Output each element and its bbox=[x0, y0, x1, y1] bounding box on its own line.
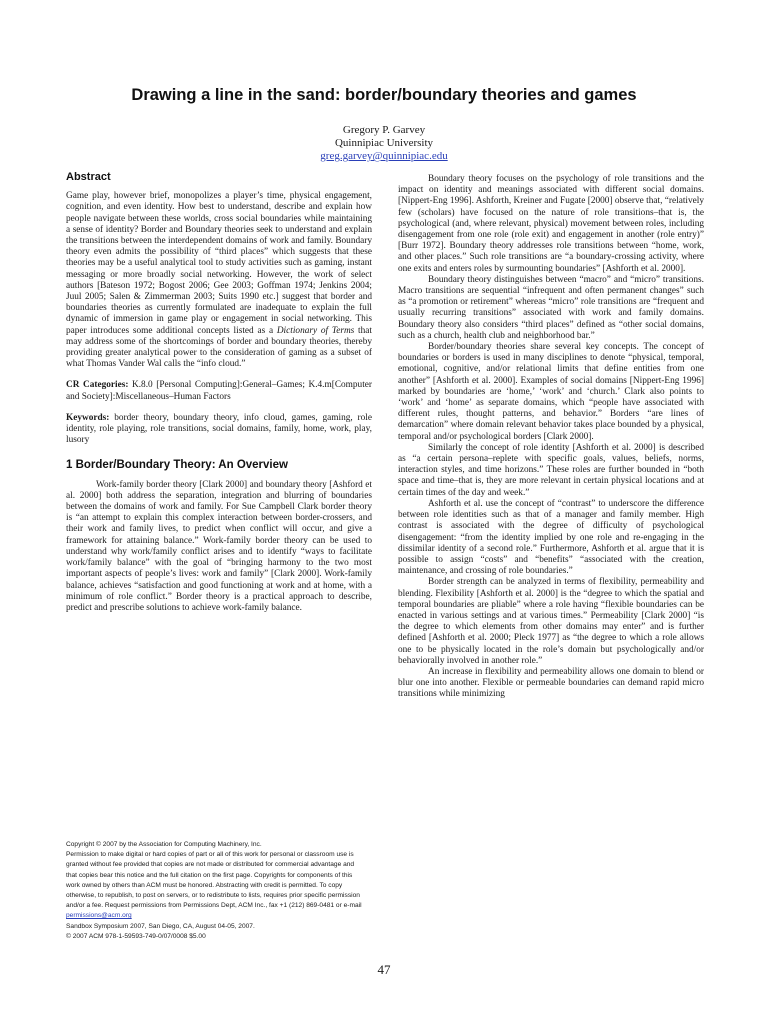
right-paragraph-5: Ashforth et al. use the concept of “contrast” to underscore the difference between role identities such as that of a manager and family member. High contrast is associated with the degree of difficulty of psychological disengagement: “from the identity implied by one role and re-engaging in the dissimilar identity of a second role.” Furthermore, Ashforth et al. argue that it is possible to assign “costs” and “benefits” “associated with the creation, maintenance, and crossing of role boundaries.” bbox=[398, 498, 704, 577]
left-column bbox=[66, 172, 372, 614]
keywords-text: border theory, boundary theory, info cloud, games, gaming, role identity, role playing, role transitions, social domains, family, home, work, play, lusory bbox=[66, 412, 372, 446]
right-paragraph-1: Boundary theory focuses on the psychology of role transitions and the impact on identity and meanings associated with different social domains. [Nippert-Eng 1996]. Ashforth, Kreiner and Fugate [2000] observe that, “relatively few (scholars) have focused on the nature of role transitions–that is, the psychological (and, where relevant, physical) movement between roles, including disengagement from one role (role exit) and engagement in another (role entry)” [Burr 1972]. Boundary theory addresses role transitions between “home, work, and other places.” Such role transitions are “a boundary-crossing activity, where one exits and enters roles by surmounting boundaries” [Ashforth et al. 2000]. bbox=[398, 174, 704, 274]
abstract-text bbox=[66, 191, 372, 370]
right-paragraph-7: An increase in flexibility and permeability allows one domain to blend or blur one into another. Flexible or permeable boundaries can demand rapid micro transitions while minimizing bbox=[398, 666, 704, 700]
permission-body: Permission to make digital or hard copies of part or all of this work for personal or classroom use is granted without fee provided that copies are not made or distributed for commercial advantage and that copies bear this notice and the full citation on the first page. Copyrights for components of this work owned by others than ACM must be honored. Abstracting with credit is permitted. To copy otherwise, to republish, to post on servers, or to redistribute to lists, requires prior specific permission and/or a fee. Request permissions from Permissions Dept, ACM Inc., fax +1 (212) 869-0481 or e-mail bbox=[66, 851, 362, 910]
conference-line: Sandbox Symposium 2007, San Diego, CA, August 04-05, 2007. bbox=[66, 922, 255, 930]
isbn-line: © 2007 ACM 978-1-59593-749-0/07/0008 $5.00 bbox=[66, 932, 206, 940]
permission-text bbox=[66, 850, 362, 921]
author-block bbox=[240, 124, 528, 163]
abstract-text-part1: Game play, however brief, monopolizes a player’s time, physical engagement, cognition, and even identity. How best to understand, describe and explain how people navigate between these worlds, cross social boundaries while maintaining a sense of identity? Border and Boundary theories seek to understand and explain the transitions between the interdependent domains of work and family. Boundary theory even admits the possibility of “third places” which suggests that these theories may be a useful analytical tool to study activities such as gaming, instant messaging or more broadly social networking. However, the work of select authors [Bateson 1972; Bogost 2006; Gee 2003; Goffman 1974; Jenkins 2004; Juul 2005; Salen & Zimmerman 2003; Suits 1990 etc.] suggest that border and boundaries theories as currently formulated are inadequate to explain the full dynamic of immersion in game play or engagement in social networking. This paper introduces some additional concepts listed as a bbox=[66, 191, 372, 336]
right-paragraph-2: Boundary theory distinguishes between “macro” and “micro” transitions. Macro transitions are sequential “infrequent and often permanent changes” such as “a promotion or retirement” whereas “micro” role transitions are “frequent and usually recurring transitions” associated with work and family domains. Boundary theory also considers “third places” defined as “other social domains, such as a church, health club and neighborhood bar.” bbox=[398, 274, 704, 341]
copyright-line: Copyright © 2007 by the Association for Computing Machinery, Inc. bbox=[66, 841, 262, 848]
right-paragraph-3: Border/boundary theories share several key concepts. The concept of boundaries or borders is used in many disciplines to denote “physical, temporal, emotional, cognitive, and/or relational limits that define entities from one another” [Ashforth et al. 2000]. Examples of social domains [Nippert-Eng 1996] marked by boundaries are ‘home,’ ‘work’ and ‘church.’ Clark also points to ‘work’ and ‘home’ as separate domains, which “people have associated with different rules, thought patterns, and behavior.” Borders “are lines of demarcation” where domain relevant behavior takes place bounded by a physical, temporal and/or psychological borders [Clark 2000]. bbox=[398, 342, 704, 442]
permissions-email-link[interactable]: permissions@acm.org bbox=[66, 912, 132, 920]
author-affiliation: Quinnipiac University bbox=[334, 137, 434, 149]
cr-categories-text: K.8.0 [Personal Computing]:General–Games; K.4.m[Computer and Society]:Miscellaneous–Human Factors bbox=[66, 380, 373, 402]
page-number: 47 bbox=[377, 962, 391, 977]
abstract-heading: Abstract bbox=[66, 171, 111, 183]
keywords bbox=[66, 413, 372, 447]
right-paragraph-4: Similarly the concept of role identity [Ashforth et al. 2000] is described as “a certain persona–replete with specific goals, values, beliefs, norms, interaction styles, and time horizons.” These roles are further bounded in “both space and time–that is, they are more relevant in certain physical locations and at certain times of the day and week.” bbox=[398, 442, 704, 498]
author-email-link[interactable]: greg.garvey@quinnipiac.edu bbox=[320, 150, 448, 162]
right-paragraph-6: Border strength can be analyzed in terms of flexibility, permeability and blending. Flexibility [Ashforth et al. 2000] is the “degree to which the spatial and temporal boundaries are pliable” where a role having “flexible boundaries can be enacted in various settings and at various times.” Permeability [Clark 2000] “is the degree to which elements from other domains may enter” and is further defined [Ashforth et al. 2000; Pleck 1977] as “the degree to which a role allows one to be physically located in the role’s domain but psychologically and/or behaviorally involved in another role.” bbox=[398, 577, 704, 666]
keywords-label: Keywords: bbox=[66, 412, 110, 423]
paper-title: Drawing a line in the sand: border/boundary theories and games bbox=[131, 86, 637, 104]
cr-categories-label: CR Categories: bbox=[66, 380, 129, 391]
abstract-italic-term: Dictionary of Terms bbox=[276, 325, 355, 336]
right-column bbox=[398, 174, 704, 701]
abstract-text-part2: that may address some of the shortcomings of border and boundary theories, thereby providing greater analytical power to the consideration of gaming as a subset of what Thomas Vander Wal calls the “info cloud.” bbox=[66, 325, 372, 370]
author-name: Gregory P. Garvey bbox=[342, 124, 426, 136]
cr-categories bbox=[66, 380, 372, 402]
section-1-heading: 1 Border/Boundary Theory: An Overview bbox=[66, 459, 288, 472]
copyright-footnote bbox=[66, 840, 362, 942]
section-1-paragraph: Work-family border theory [Clark 2000] and boundary theory [Ashford et al. 2000] both address the separation, integration and blurring of boundaries between the domains of work and family. For Sue Campbell Clark border theory is “an attempt to explain this complex interaction between border-crossers, and their work and family lives, to predict when conflict will occur, and give a framework for attaining balance.” Work-family border theory can be used to understand why work/family conflict arises and to identify “ways to facilitate work/family balance” with the goal of “bringing harmony to the two most important aspects of people’s lives: work and family” [Clark 2000]. Work-family balance, achieves “satisfaction and good functioning at work and at home, with a minimum of role conflict.” Border theory is a practical approach to describe, predict and prescribe solutions to achieve work-family balance. bbox=[66, 479, 372, 613]
